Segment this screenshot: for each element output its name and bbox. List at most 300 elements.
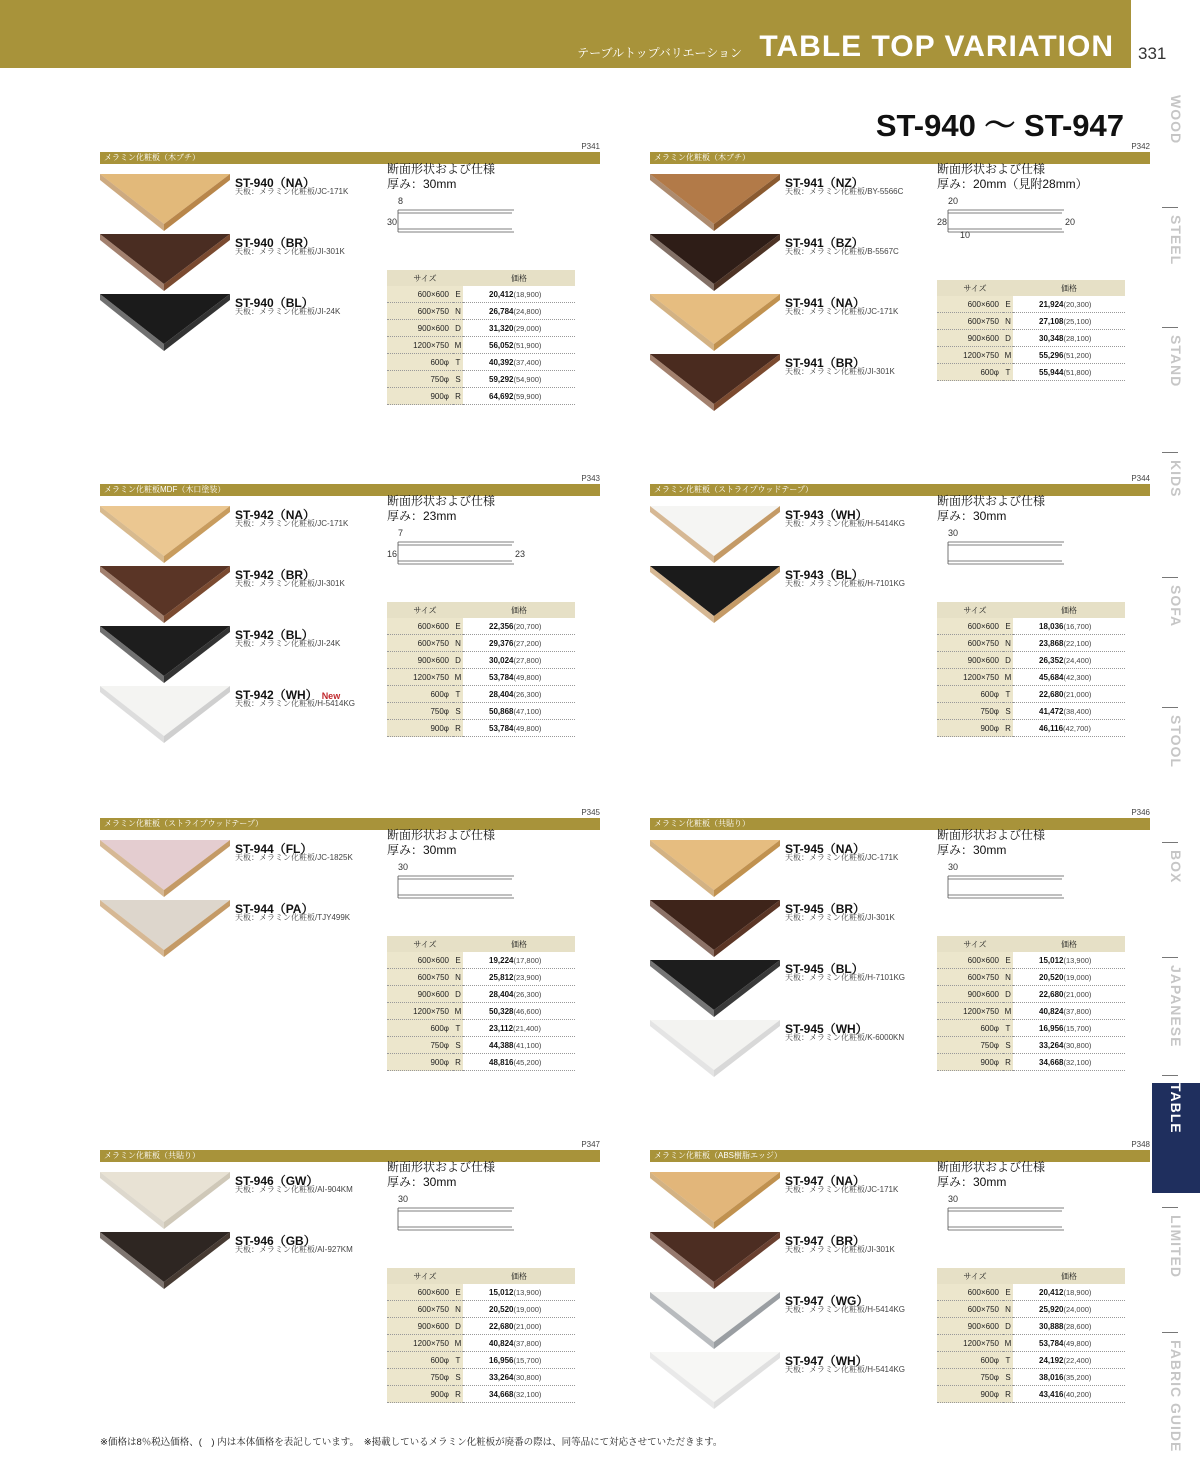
price-excl-tax: (15,700) xyxy=(1063,1023,1092,1033)
price-excl-tax: (29,000) xyxy=(513,323,542,333)
variant-material: 天板：メラミン化粧板/JI-301K xyxy=(785,367,895,376)
sidebar-item-label: LIMITED xyxy=(1168,1215,1184,1278)
price-excl-tax: (24,800) xyxy=(513,306,542,316)
size-code-cell: R xyxy=(453,388,463,405)
size-cell: 1200×750 xyxy=(387,669,453,686)
swatch-surface xyxy=(100,626,230,676)
swatch-surface xyxy=(650,234,780,284)
price-excl-tax: (18,900) xyxy=(1063,1287,1092,1297)
swatch-surface xyxy=(650,1232,780,1282)
price-row xyxy=(387,1003,575,1020)
table-top-swatch xyxy=(100,686,230,744)
variant-material: 天板：メラミン化粧板/H-5414KG xyxy=(785,1305,906,1314)
page-reference[interactable]: P344 xyxy=(1131,474,1150,483)
size-header: サイズ xyxy=(387,270,463,286)
product-section xyxy=(650,474,1150,774)
price-excl-tax: (32,100) xyxy=(1063,1057,1092,1067)
size-code-cell: E xyxy=(453,618,463,635)
price-excl-tax: (40,200) xyxy=(1063,1389,1092,1399)
size-code-cell: T xyxy=(453,1352,463,1369)
product-variant[interactable] xyxy=(100,840,390,896)
price-row xyxy=(937,1301,1125,1318)
swatch-surface xyxy=(100,566,230,616)
spec-title: 断面形状および仕様 xyxy=(387,162,496,176)
table-top-swatch xyxy=(650,566,780,624)
category-bar: メラミン化粧板（共貼り） xyxy=(650,818,1150,830)
product-variant[interactable] xyxy=(100,1232,390,1288)
thickness: 厚み：23mm xyxy=(387,509,457,523)
size-code-cell: S xyxy=(1003,703,1013,720)
profile-dimension-label: 30 xyxy=(948,528,959,538)
variant-model: ST-944（FL） xyxy=(235,842,313,856)
price-incl-tax: 27,108 xyxy=(1039,316,1064,326)
sidebar-item-stool[interactable] xyxy=(1152,715,1200,795)
price-row xyxy=(937,703,1125,720)
price-cell xyxy=(463,1054,575,1071)
price-table xyxy=(387,936,575,1071)
size-cell: 750φ xyxy=(937,703,1003,720)
sidebar-item-label: FABRIC GUIDE xyxy=(1168,1340,1184,1453)
table-top-swatch xyxy=(650,1352,780,1410)
category-bar: メラミン化粧板（木ブチ） xyxy=(650,152,1150,164)
size-cell: 900φ xyxy=(387,720,453,737)
size-code-cell: N xyxy=(453,1301,463,1318)
price-excl-tax: (30,800) xyxy=(1063,1040,1092,1050)
price-header: 価格 xyxy=(1013,280,1125,296)
sidebar-divider xyxy=(1162,207,1178,208)
table-top-swatch xyxy=(650,960,780,1018)
product-variant[interactable] xyxy=(650,294,940,350)
page-reference[interactable]: P341 xyxy=(581,142,600,151)
price-incl-tax: 18,036 xyxy=(1039,621,1064,631)
price-row xyxy=(937,1318,1125,1335)
size-cell: 900φ xyxy=(387,1386,453,1403)
sidebar-divider xyxy=(1162,1075,1178,1076)
variant-material: 天板：メラミン化粧板/JC-1825K xyxy=(235,853,353,862)
product-variant[interactable] xyxy=(650,1352,940,1408)
variant-model: ST-941（NZ） xyxy=(785,176,864,190)
sidebar-item-limited[interactable] xyxy=(1152,1215,1200,1305)
price-cell xyxy=(1013,720,1125,737)
price-excl-tax: (28,600) xyxy=(1063,1321,1092,1331)
table-top-swatch xyxy=(650,900,780,958)
product-variant[interactable] xyxy=(650,566,940,622)
size-cell: 600×600 xyxy=(937,296,1003,313)
swatch-surface xyxy=(650,566,780,616)
sidebar-divider xyxy=(1162,957,1178,958)
swatch-surface xyxy=(650,1352,780,1402)
price-row xyxy=(387,1369,575,1386)
profile-dimension-label: 30 xyxy=(387,217,398,227)
price-table-header xyxy=(387,270,575,286)
profile-dimension-label: 30 xyxy=(398,862,409,872)
variant-model: ST-946（GB） xyxy=(235,1234,316,1248)
price-cell xyxy=(463,1301,575,1318)
price-cell xyxy=(1013,669,1125,686)
sidebar-item-fabric-guide[interactable] xyxy=(1152,1340,1200,1475)
price-row xyxy=(387,1318,575,1335)
price-incl-tax: 33,264 xyxy=(489,1372,514,1382)
variant-model: ST-947（WG） xyxy=(785,1294,869,1308)
price-row xyxy=(387,686,575,703)
product-variant[interactable] xyxy=(650,1292,940,1348)
size-code-cell: T xyxy=(1003,686,1013,703)
price-cell xyxy=(463,720,575,737)
size-code-cell: M xyxy=(1003,669,1013,686)
price-cell xyxy=(1013,296,1125,313)
price-cell xyxy=(1013,330,1125,347)
product-variant[interactable] xyxy=(100,1172,390,1228)
price-excl-tax: (37,800) xyxy=(513,1338,542,1348)
price-cell xyxy=(463,703,575,720)
sidebar-divider xyxy=(1162,707,1178,708)
size-code-cell: R xyxy=(1003,1386,1013,1403)
sidebar-item-kids[interactable] xyxy=(1152,460,1200,530)
price-cell xyxy=(463,388,575,405)
product-variant[interactable] xyxy=(650,354,940,410)
price-row xyxy=(937,618,1125,635)
variant-model: ST-941（BZ） xyxy=(785,236,864,250)
price-excl-tax: (13,900) xyxy=(513,1287,542,1297)
variant-model: ST-947（BR） xyxy=(785,1234,866,1248)
price-excl-tax: (22,400) xyxy=(1063,1355,1092,1365)
size-cell: 600×750 xyxy=(937,635,1003,652)
price-row xyxy=(937,669,1125,686)
price-row xyxy=(387,1335,575,1352)
price-incl-tax: 29,376 xyxy=(489,638,514,648)
variant-material: 天板：メラミン化粧板/TJY499K xyxy=(235,913,351,922)
variant-model: ST-945（BR） xyxy=(785,902,866,916)
page-reference[interactable]: P347 xyxy=(581,1140,600,1149)
price-cell xyxy=(463,635,575,652)
price-incl-tax: 22,680 xyxy=(489,1321,514,1331)
size-header: サイズ xyxy=(937,936,1013,952)
variant-model: ST-942（BR） xyxy=(235,568,316,582)
profile-dimension-label: 10 xyxy=(960,230,971,240)
sidebar-item-label: STOOL xyxy=(1168,715,1184,768)
table-top-swatch xyxy=(100,840,230,898)
price-incl-tax: 33,264 xyxy=(1039,1040,1064,1050)
product-variant[interactable] xyxy=(100,234,390,290)
variant-model: ST-942（NA） xyxy=(235,508,316,522)
price-incl-tax: 30,348 xyxy=(1039,333,1064,343)
price-incl-tax: 64,692 xyxy=(489,391,514,401)
size-cell: 600×750 xyxy=(937,1301,1003,1318)
price-row xyxy=(387,720,575,737)
sidebar-divider xyxy=(1162,452,1178,453)
size-header: サイズ xyxy=(937,280,1013,296)
price-excl-tax: (49,800) xyxy=(1063,1338,1092,1348)
page-reference[interactable]: P345 xyxy=(581,808,600,817)
price-row xyxy=(387,1352,575,1369)
cross-section-diagram xyxy=(934,1190,1074,1238)
size-cell: 600φ xyxy=(387,354,453,371)
page-reference[interactable]: P348 xyxy=(1131,1140,1150,1149)
price-excl-tax: (54,900) xyxy=(513,374,542,384)
product-variant[interactable] xyxy=(650,900,940,956)
product-variant[interactable] xyxy=(650,1172,940,1228)
price-incl-tax: 22,680 xyxy=(1039,989,1064,999)
table-top-swatch xyxy=(650,1292,780,1350)
product-variant[interactable] xyxy=(650,960,940,1016)
price-cell xyxy=(1013,1020,1125,1037)
price-incl-tax: 23,868 xyxy=(1039,638,1064,648)
size-header: サイズ xyxy=(387,602,463,618)
swatch-surface xyxy=(650,900,780,950)
price-row xyxy=(937,635,1125,652)
size-cell: 900×600 xyxy=(937,652,1003,669)
sidebar-divider xyxy=(1162,1207,1178,1208)
product-variant[interactable] xyxy=(650,1232,940,1288)
category-bar: メラミン化粧板（木ブチ） xyxy=(100,152,600,164)
price-row xyxy=(387,952,575,969)
sidebar-item-japanese[interactable] xyxy=(1152,965,1200,1075)
price-incl-tax: 16,956 xyxy=(489,1355,514,1365)
sidebar-item-steel[interactable] xyxy=(1152,215,1200,285)
price-cell xyxy=(463,286,575,303)
size-cell: 600φ xyxy=(387,1352,453,1369)
variant-material: 天板：メラミン化粧板/H-5414KG xyxy=(785,519,906,528)
size-cell: 600φ xyxy=(387,1020,453,1037)
price-excl-tax: (19,000) xyxy=(1063,972,1092,982)
product-variant[interactable] xyxy=(100,294,390,350)
product-variant[interactable] xyxy=(100,506,390,562)
price-excl-tax: (35,200) xyxy=(1063,1372,1092,1382)
spec-title: 断面形状および仕様 xyxy=(937,1160,1046,1174)
price-incl-tax: 56,052 xyxy=(489,340,514,350)
product-variant[interactable] xyxy=(100,900,390,956)
sidebar-item-sofa[interactable] xyxy=(1152,585,1200,655)
price-row xyxy=(387,969,575,986)
sidebar-item-box[interactable] xyxy=(1152,850,1200,920)
product-variant[interactable] xyxy=(100,626,390,682)
table-top-swatch xyxy=(650,1172,780,1230)
swatch-surface xyxy=(100,1232,230,1282)
price-excl-tax: (46,600) xyxy=(513,1006,542,1016)
price-cell xyxy=(1013,952,1125,969)
sidebar-item-table[interactable] xyxy=(1152,1083,1200,1193)
sidebar-item-label: KIDS xyxy=(1168,460,1184,498)
product-variant[interactable] xyxy=(650,506,940,562)
sidebar-item-stand[interactable] xyxy=(1152,335,1200,415)
price-cell xyxy=(1013,1301,1125,1318)
sidebar-item-wood[interactable] xyxy=(1152,95,1200,165)
price-row xyxy=(937,969,1125,986)
price-excl-tax: (24,400) xyxy=(1063,655,1092,665)
price-cell xyxy=(463,969,575,986)
size-cell: 900×600 xyxy=(387,652,453,669)
page-reference[interactable]: P343 xyxy=(581,474,600,483)
price-row xyxy=(387,1386,575,1403)
price-row xyxy=(937,952,1125,969)
price-table xyxy=(387,270,575,405)
price-excl-tax: (51,900) xyxy=(513,340,542,350)
size-cell: 600×750 xyxy=(937,969,1003,986)
price-incl-tax: 19,224 xyxy=(489,955,514,965)
price-cell xyxy=(463,1335,575,1352)
size-code-cell: E xyxy=(453,286,463,303)
product-variant[interactable] xyxy=(100,566,390,622)
swatch-surface xyxy=(650,506,780,556)
thickness: 厚み：30mm xyxy=(937,843,1007,857)
price-incl-tax: 40,392 xyxy=(489,357,514,367)
price-excl-tax: (47,100) xyxy=(513,706,542,716)
size-header: サイズ xyxy=(937,602,1013,618)
price-excl-tax: (49,800) xyxy=(513,723,542,733)
price-excl-tax: (24,000) xyxy=(1063,1304,1092,1314)
price-row xyxy=(937,1352,1125,1369)
product-variant[interactable] xyxy=(100,686,390,742)
price-header: 価格 xyxy=(1013,602,1125,618)
price-row xyxy=(387,1301,575,1318)
size-cell: 600×600 xyxy=(387,1284,453,1301)
price-excl-tax: (49,800) xyxy=(513,672,542,682)
price-cell xyxy=(463,686,575,703)
size-code-cell: S xyxy=(453,371,463,388)
price-cell xyxy=(1013,1386,1125,1403)
variant-material: 天板：メラミン化粧板/JC-171K xyxy=(235,519,349,528)
price-excl-tax: (17,800) xyxy=(513,955,542,965)
price-row xyxy=(387,986,575,1003)
variant-material: 天板：メラミン化粧板/H-5414KG xyxy=(235,699,356,708)
variant-material: 天板：メラミン化粧板/AI-927KM xyxy=(235,1245,353,1254)
price-table xyxy=(937,1268,1125,1403)
price-incl-tax: 23,112 xyxy=(489,1023,514,1033)
product-variant[interactable] xyxy=(100,174,390,230)
variant-material: 天板：メラミン化粧板/JI-301K xyxy=(785,913,895,922)
size-code-cell: R xyxy=(1003,720,1013,737)
size-code-cell: M xyxy=(453,1003,463,1020)
size-code-cell: T xyxy=(453,354,463,371)
price-incl-tax: 20,520 xyxy=(1039,972,1064,982)
variant-material: 天板：メラミン化粧板/JI-301K xyxy=(235,247,345,256)
size-cell: 1200×750 xyxy=(387,337,453,354)
size-code-cell: D xyxy=(1003,1318,1013,1335)
product-variant[interactable] xyxy=(650,174,940,230)
profile-dimension-label: 28 xyxy=(937,217,948,227)
price-incl-tax: 25,920 xyxy=(1039,1304,1064,1314)
swatch-surface xyxy=(650,1020,780,1070)
price-cell xyxy=(463,669,575,686)
price-incl-tax: 16,956 xyxy=(1039,1023,1064,1033)
category-bar: メラミン化粧板（共貼り） xyxy=(100,1150,600,1162)
sidebar-item-label: WOOD xyxy=(1168,95,1184,145)
price-row xyxy=(937,652,1125,669)
size-cell: 750φ xyxy=(387,1037,453,1054)
table-top-swatch xyxy=(100,234,230,292)
price-incl-tax: 22,680 xyxy=(1039,689,1064,699)
size-code-cell: M xyxy=(453,669,463,686)
price-incl-tax: 28,404 xyxy=(489,689,514,699)
size-code-cell: N xyxy=(1003,969,1013,986)
product-variant[interactable] xyxy=(650,840,940,896)
price-excl-tax: (37,800) xyxy=(1063,1006,1092,1016)
price-excl-tax: (37,400) xyxy=(513,357,542,367)
price-cell xyxy=(1013,703,1125,720)
size-code-cell: M xyxy=(453,337,463,354)
profile-dimension-label: 30 xyxy=(948,862,959,872)
price-cell xyxy=(463,320,575,337)
cross-section-diagram xyxy=(384,192,524,240)
product-section xyxy=(650,1140,1150,1440)
price-table xyxy=(387,1268,575,1403)
price-excl-tax: (42,300) xyxy=(1063,672,1092,682)
price-table xyxy=(387,602,575,737)
spec-title: 断面形状および仕様 xyxy=(937,494,1046,508)
sidebar-divider xyxy=(1162,577,1178,578)
cross-section xyxy=(934,1190,1074,1243)
size-code-cell: N xyxy=(1003,1301,1013,1318)
price-incl-tax: 38,016 xyxy=(1039,1372,1064,1382)
variant-material: 天板：メラミン化粧板/AI-904KM xyxy=(235,1185,353,1194)
size-code-cell: T xyxy=(1003,1020,1013,1037)
size-cell: 1200×750 xyxy=(937,669,1003,686)
size-header: サイズ xyxy=(937,1268,1013,1284)
page-reference[interactable]: P342 xyxy=(1131,142,1150,151)
price-cell xyxy=(1013,652,1125,669)
price-excl-tax: (30,800) xyxy=(513,1372,542,1382)
price-incl-tax: 55,944 xyxy=(1039,367,1064,377)
spec-title: 断面形状および仕様 xyxy=(387,1160,496,1174)
variant-model: ST-947（NA） xyxy=(785,1174,866,1188)
cross-section xyxy=(384,858,524,911)
swatch-surface xyxy=(100,234,230,284)
price-excl-tax: (32,100) xyxy=(513,1389,542,1399)
price-excl-tax: (22,100) xyxy=(1063,638,1092,648)
price-row xyxy=(387,337,575,354)
size-cell: 900φ xyxy=(387,388,453,405)
swatch-surface xyxy=(100,506,230,556)
variant-model: ST-946（GW） xyxy=(235,1174,319,1188)
product-section xyxy=(100,474,600,774)
price-row xyxy=(937,313,1125,330)
cross-section-diagram xyxy=(384,524,524,572)
price-excl-tax: (16,700) xyxy=(1063,621,1092,631)
price-row xyxy=(387,1284,575,1301)
price-table-header xyxy=(387,936,575,952)
price-incl-tax: 41,472 xyxy=(1039,706,1064,716)
price-header: 価格 xyxy=(463,270,575,286)
size-code-cell: R xyxy=(453,1054,463,1071)
spec-title: 断面形状および仕様 xyxy=(387,828,496,842)
price-cell xyxy=(1013,1318,1125,1335)
size-cell: 600φ xyxy=(387,686,453,703)
price-table xyxy=(937,280,1125,381)
price-cell xyxy=(1013,1369,1125,1386)
size-code-cell: N xyxy=(1003,635,1013,652)
size-code-cell: M xyxy=(1003,1003,1013,1020)
page-number: 331 xyxy=(1138,44,1167,63)
swatch-surface xyxy=(650,174,780,224)
page-reference[interactable]: P346 xyxy=(1131,808,1150,817)
variant-model: ST-942（BL） xyxy=(235,628,314,642)
product-variant[interactable] xyxy=(650,234,940,290)
variant-model: ST-942（WH） xyxy=(235,688,318,702)
category-bar: メラミン化粧板（ストライプウッドテープ） xyxy=(100,818,600,830)
price-cell xyxy=(463,1352,575,1369)
swatch-surface xyxy=(650,354,780,404)
profile-dimension-label: 7 xyxy=(398,528,404,538)
size-code-cell: T xyxy=(1003,1352,1013,1369)
price-cell xyxy=(1013,686,1125,703)
size-code-cell: E xyxy=(453,952,463,969)
price-incl-tax: 22,356 xyxy=(489,621,514,631)
price-incl-tax: 26,352 xyxy=(1039,655,1064,665)
size-cell: 900φ xyxy=(937,1054,1003,1071)
thickness: 厚み：30mm xyxy=(387,843,457,857)
product-variant[interactable] xyxy=(650,1020,940,1076)
table-top-swatch xyxy=(650,506,780,564)
